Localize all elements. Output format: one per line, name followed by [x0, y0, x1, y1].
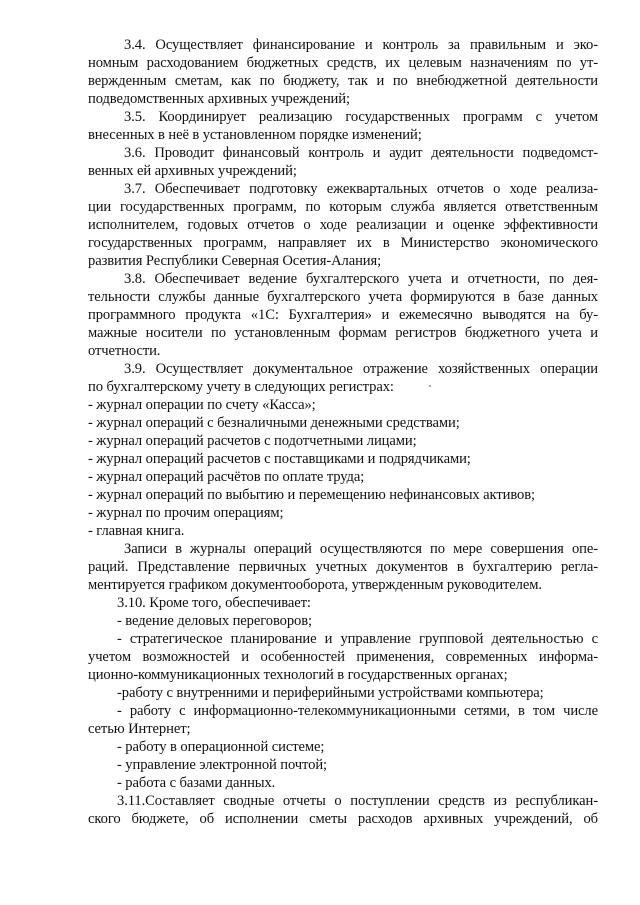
list-item: - работу с информационно-телекоммуникационными сетями, в том числе — [117, 703, 598, 719]
list-item: - журнал операций расчетов с поставщиками и подрядчиками; — [88, 451, 471, 467]
text-line: 3.5. Координирует реализацию государственных программ с учетом — [124, 109, 598, 125]
text-line: учетом возможностей и особенностей применения, современных информа- — [88, 649, 598, 665]
text-line: раций. Представление первичных учетных документов в бухгалтерию регла- — [88, 559, 598, 575]
text-line: 3.10. Кроме того, обеспечивает: — [117, 595, 311, 611]
text-line: 3.7. Обеспечивает подготовку ежеквартальных отчетов о ходе реализа- — [124, 181, 598, 197]
text-line: ционно-коммуникационных технологий в государственных органах; — [88, 667, 508, 683]
text-line: программного продукта «1С: Бухгалтерия» и ежемесячно выводятся на бу- — [88, 307, 598, 323]
text-line: сетью Интернет; — [88, 721, 191, 737]
text-line: ментируется графиком документооборота, утвержденным руководителем. — [88, 577, 542, 593]
text-line: тельности службы данные бухгалтерского учета формируются в базе данных — [88, 289, 598, 305]
list-item: - стратегическое планирование и управление групповой деятельностью с — [117, 631, 598, 647]
text-line: 3.9. Осуществляет документальное отражение хозяйственных операции — [124, 361, 598, 377]
list-item: - работа с базами данных. — [117, 775, 276, 791]
list-item: - журнал операций расчетов с подотчетными лицами; — [88, 433, 417, 449]
text-line: мажные носители по установленным формам регистров бюджетного учета и — [88, 325, 598, 341]
text-line: по бухгалтерскому учету в следующих регистрах: — [88, 379, 394, 395]
text-line: государственных программ, направляет их в Министерство экономического — [88, 235, 598, 251]
list-item: - журнал операций с безналичными денежными средствами; — [88, 415, 460, 431]
list-item: - журнал по прочим операциям; — [88, 505, 284, 521]
list-item: - журнал операций по выбытию и перемещению нефинансовых активов; — [88, 487, 535, 503]
text-line: 3.8. Обеспечивает ведение бухгалтерского учета и отчетности, по дея- — [124, 271, 598, 287]
list-item: - ведение деловых переговоров; — [117, 613, 312, 629]
text-line: развития Республики Северная Осетия-Алания; — [88, 253, 382, 269]
text-line: номным расходованием бюджетных средств, их целевым назначениям по ут- — [88, 55, 598, 71]
list-item: - журнал операции по счету «Касса»; — [88, 397, 316, 413]
text-line: 3.11.Составляет сводные отчеты о поступлении средств из республикан- — [117, 793, 598, 809]
text-line: исполнителем, годовых отчетов о ходе реализации и оценке эффективности — [88, 217, 598, 233]
list-item: - журнал операций расчётов по оплате труда; — [88, 469, 365, 485]
text-line: 3.6. Проводит финансовый контроль и аудит деятельности подведомст- — [124, 145, 598, 161]
text-line: отчетности. — [88, 343, 161, 359]
text-line: 3.4. Осуществляет финансирование и контроль за правильным и эко- — [124, 37, 598, 53]
text-line: ции государственных программ, по которым служба является ответственным — [88, 199, 598, 215]
text-line: венных ей архивных учреждений; — [88, 163, 297, 179]
text-line: Записи в журналы операций осуществляются по мере совершения опе- — [124, 541, 598, 557]
scan-speck — [429, 385, 431, 387]
text-line: ского бюджете, об исполнении сметы расходов архивных учреждений, об — [88, 811, 598, 827]
list-item: - главная книга. — [88, 523, 185, 539]
text-line: вержденным сметам, как по бюджету, так и по внебюджетной деятельности — [88, 73, 598, 89]
list-item: - управление электронной почтой; — [117, 757, 327, 773]
list-item: - работу в операционной системе; — [117, 739, 325, 755]
text-line: внесенных в неё в установленном порядке изменений; — [88, 127, 422, 143]
text-line: подведомственных архивных учреждений; — [88, 91, 350, 107]
list-item: -работу с внутренними и периферийными устройствами компьютера; — [117, 685, 544, 701]
